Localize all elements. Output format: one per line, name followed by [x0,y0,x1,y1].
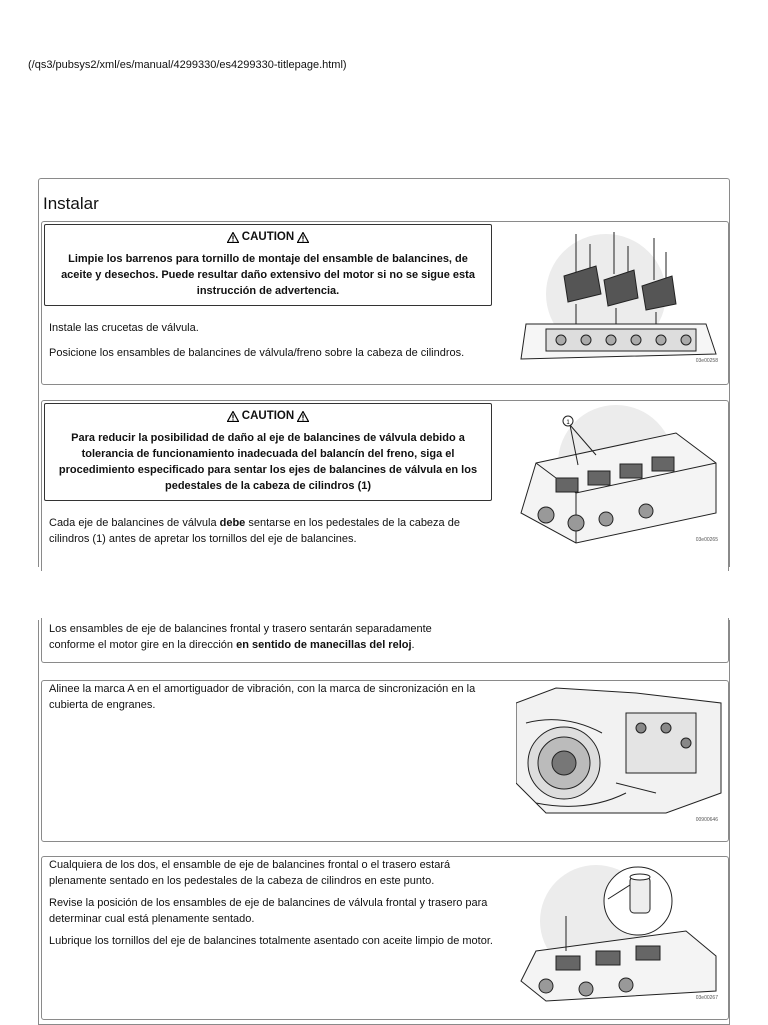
step-2 [41,400,729,571]
figure-code: 03e00258 [695,358,718,364]
instruction-text: Cualquiera de los dos, el ensamble de eje de balancines frontal o el trasero estará plenamente sentado en los pedestales de la cabeza de cilindros en este punto. [49,859,451,887]
rocker-assembly-illustration-icon [516,224,724,366]
step-2-continued [41,618,729,663]
caution-text: Para reducir la posibilidad de daño al eje de balancines de válvula debido a tolerancia de funcionamiento inadecuada del balancín del freno, siga el procedimiento especificado para sentar los ejes de balancines de válvula en los pedestales de la cabeza de cilindros (1) [58,432,478,492]
step-1 [41,221,729,385]
step-3 [41,680,729,842]
vibration-damper-figure [516,683,724,825]
instruction-text: Instale las crucetas de válvula. [49,322,199,334]
section-title: Instalar [43,194,99,213]
oil-can-lubrication-illustration-icon [516,861,724,1003]
callout-number: 1 [566,420,570,426]
procedure-panel-top [38,178,730,567]
warning-triangle-icon [227,232,239,243]
cylinder-head-pedestal-illustration-icon [516,403,724,545]
caution-heading [51,408,485,424]
instruction-text: Los ensambles de eje de balancines frontal y trasero sentarán separadamente conforme el motor gire en la dirección en sentido de manecillas del reloj. [49,623,432,651]
figure-code: 00900646 [695,817,718,823]
caution-text: Limpie los barrenos para tornillo de montaje del ensamble de balancines, de aceite y desechos. Puede resultar daño extensivo del motor si no se sigue esta instrucción de advertencia. [61,253,475,297]
caution-heading [51,229,485,245]
caution-box-1 [44,224,492,306]
caution-label: CAUTION [241,231,295,243]
cylinder-head-figure [516,403,724,545]
instruction-text: Alinee la marca A en el amortiguador de vibración, con la marca de sincronización en la cubierta de engranes. [49,683,476,711]
lubrication-figure [516,861,724,1003]
warning-triangle-icon [227,411,239,422]
procedure-panel-bottom [38,620,730,1025]
figure-code: 03e00267 [695,995,718,1001]
warning-triangle-icon [297,232,309,243]
url-link[interactable]: (/qs3/pubsys2/xml/es/manual/4299330/es4299330-titlepage.html) [28,59,347,71]
caution-label: CAUTION [241,410,295,422]
rocker-assembly-figure [516,224,724,366]
vibration-damper-illustration-icon [516,683,724,825]
step-4 [41,856,729,1020]
warning-triangle-icon [297,411,309,422]
caution-box-2 [44,403,492,501]
figure-code: 03e00265 [695,537,718,543]
instruction-text: Lubrique los tornillos del eje de balancines totalmente asentado con aceite limpio de motor. [49,935,493,947]
instruction-text: Posicione los ensambles de balancines de válvula/freno sobre la cabeza de cilindros. [49,347,465,359]
instruction-text: Cada eje de balancines de válvula debe sentarse en los pedestales de la cabeza de cilindros (1) antes de apretar los tornillos del eje de balancines. [49,517,460,545]
instruction-text: Revise la posición de los ensambles de eje de balancines de válvula frontal y trasero para determinar cual está plenamente sentado. [49,897,488,925]
